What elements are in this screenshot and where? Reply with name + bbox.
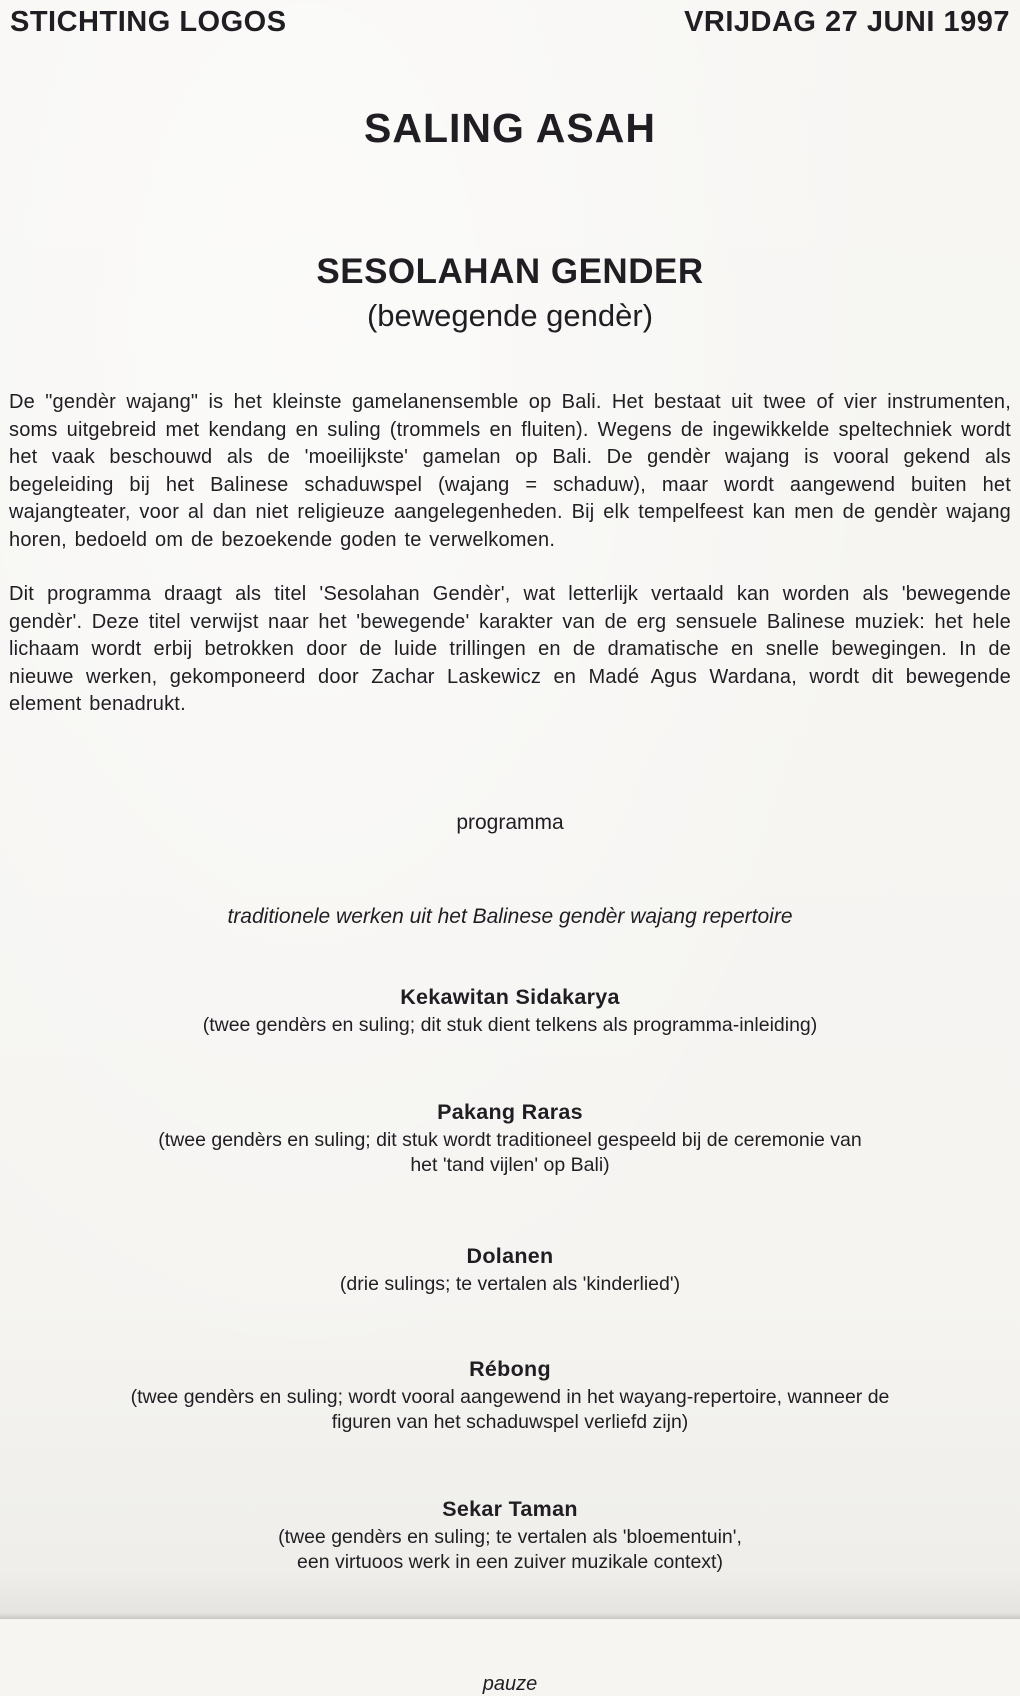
piece-note: (twee gendèrs en suling; wordt vooral aangewend in het wayang-repertoire, wanneer de figuren van het schaduwspel verliefd zijn) <box>130 1385 890 1433</box>
piece-note: (twee gendèrs en suling; dit stuk dient telkens als programma-inleiding) <box>202 1013 818 1036</box>
piece-title: Pakang Raras <box>437 1099 583 1124</box>
concert-subtitle-main: SESOLAHAN GENDER <box>316 252 704 291</box>
program-heading: programma <box>456 810 564 834</box>
program-item <box>0 1100 1020 1178</box>
event-date: VRIJDAG 27 JUNI 1997 <box>684 6 1010 38</box>
program-item <box>0 1497 1020 1575</box>
piece-note: (drie sulings; te vertalen als 'kinderlied') <box>339 1272 681 1295</box>
piece-title: Dolanen <box>466 1243 554 1268</box>
intermission-label: pauze <box>482 1672 538 1695</box>
program-section-title: traditionele werken uit het Balinese gendèr wajang repertoire <box>227 904 793 928</box>
concert-subtitle <box>0 248 1020 337</box>
program-item <box>0 1244 1020 1297</box>
organization-name: STICHTING LOGOS <box>10 6 287 38</box>
intro-paragraph: De "gendèr wajang" is het kleinste gamelanensemble op Bali. Het bestaat uit twee of vier instrumenten, soms uitgebreid met kendang en suling (trommels en fluiten). Wegens de ingewikkelde speltechniek wordt het vaak beschouwd als de 'moeilijkste' gamelan op Bali. De gendèr wajang is vooral gekend als begeleiding bij het Balinese schaduwspel (wajang = schaduw), maar wordt aangewend buiten het wajangteater, voor al dan niet religieuze aangelegenheden. Bij elk tempelfeest kan men de gendèr wajang horen, bedoeld om de bezoekende goden te verwelkomen. <box>9 391 1011 551</box>
program-description-paragraph: Dit programma draagt als titel 'Sesolahan Gendèr', wat letterlijk vertaald kan worden als 'bewegende gendèr'. Deze titel verwijst naar het 'bewegende' karakter van de erg sensuele Balinese muziek: het hele lichaam wordt erbij betrokken door de luide trillingen en de dramatische en snelle bewegingen. In de nieuwe werken, gekomponeerd door Zachar Laskewicz en Madé Agus Wardana, wordt dit bewegende element benadrukt. <box>9 583 1011 716</box>
program-item <box>0 985 1020 1038</box>
piece-note: (twee gendèrs en suling; dit stuk wordt traditioneel gespeeld bij de ceremonie van het 'tand vijlen' op Bali) <box>158 1128 862 1176</box>
piece-title: Kekawitan Sidakarya <box>400 984 620 1009</box>
document-header <box>0 0 1020 39</box>
piece-title: Sekar Taman <box>442 1496 578 1521</box>
program-item <box>0 1357 1020 1435</box>
scan-edge-shadow <box>0 1613 1020 1619</box>
page-title: SALING ASAH <box>364 105 656 151</box>
concert-subtitle-translation: (bewegende gendèr) <box>366 298 654 334</box>
piece-note: (twee gendèrs en suling; te vertalen als 'bloementuin', een virtuoos werk in een zuiver muzikale context) <box>278 1525 742 1573</box>
piece-title: Rébong <box>469 1356 551 1381</box>
